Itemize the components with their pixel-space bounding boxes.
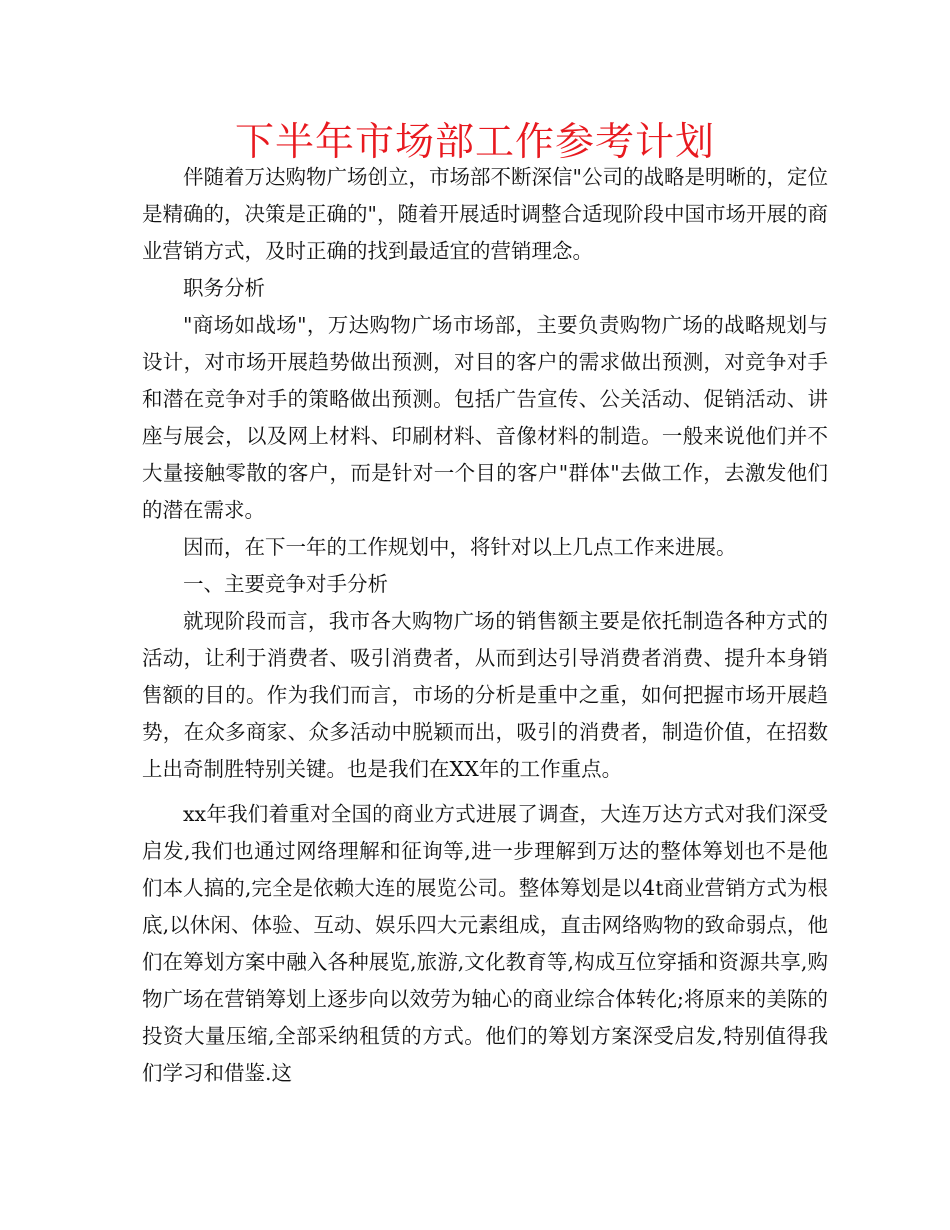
document-title: 下半年市场部工作参考计划 (234, 120, 715, 165)
paragraph-competitor-analysis: 就现阶段而言，我市各大购物广场的销售额主要是依托制造各种方式的活动，让利于消费者、吸引消费者，从而到达引导消费者消费、提升本身销售额的目的。作为我们而言，市场的分析是重中之重，如何把握市场开展趋势，在众多商家、众多活动中脱颖而出，吸引的消费者，制造价值，在招数上出奇制胜特别关键。也是我们在XX年的工作重点。 (142, 609, 828, 781)
paragraph-job-analysis: "商场如战场"，万达购物广场市场部，主要负责购物广场的战略规划与设计，对市场开展趋势做出预测，对目的客户的需求做出预测，对竞争对手和潜在竞争对手的策略做出预测。包括广告宣传、公关活动、促销活动、讲座与展会，以及网上材料、印刷材料、音像材料的制造。一般来说他们并不大量接触零散的客户，而是针对一个目的客户"群体"去做工作，去激发他们的潜在需求。 (142, 313, 828, 522)
paragraph-survey: xx年我们着重对全国的商业方式进展了调查，大连万达方式对我们深受启发,我们也通过网络理解和征询等,进一步理解到万达的整体筹划也不是他们本人搞的,完全是依赖大连的展览公司。整体筹划是以4t商业营销方式为根底,以休闲、体验、互动、娱乐四大元素组成，直击网络购物的致命弱点，他们在筹划方案中融入各种展览,旅游,文化教育等,构成互位穿插和资源共享,购物广场在营销筹划上逐步向以效劳为轴心的商业综合体转化;将原来的美陈的投资大量压缩,全部采纳租赁的方式。他们的筹划方案深受启发,特别值得我们学习和借鉴.这 (142, 802, 828, 1085)
document-body (142, 159, 828, 1092)
heading-job-analysis: 职务分析 (183, 276, 265, 300)
paragraph-intro: 伴随着万达购物广场创立，市场部不断深信"公司的战略是明晰的，定位是精确的，决策是正确的"，随着开展适时调整合适现阶段中国市场开展的商业营销方式，及时正确的找到最适宜的营销理念。 (142, 165, 828, 263)
paragraph-plan-note: 因而，在下一年的工作规划中，将针对以上几点工作来进展。 (183, 535, 737, 559)
heading-competitor-analysis: 一、主要竞争对手分析 (183, 572, 388, 596)
